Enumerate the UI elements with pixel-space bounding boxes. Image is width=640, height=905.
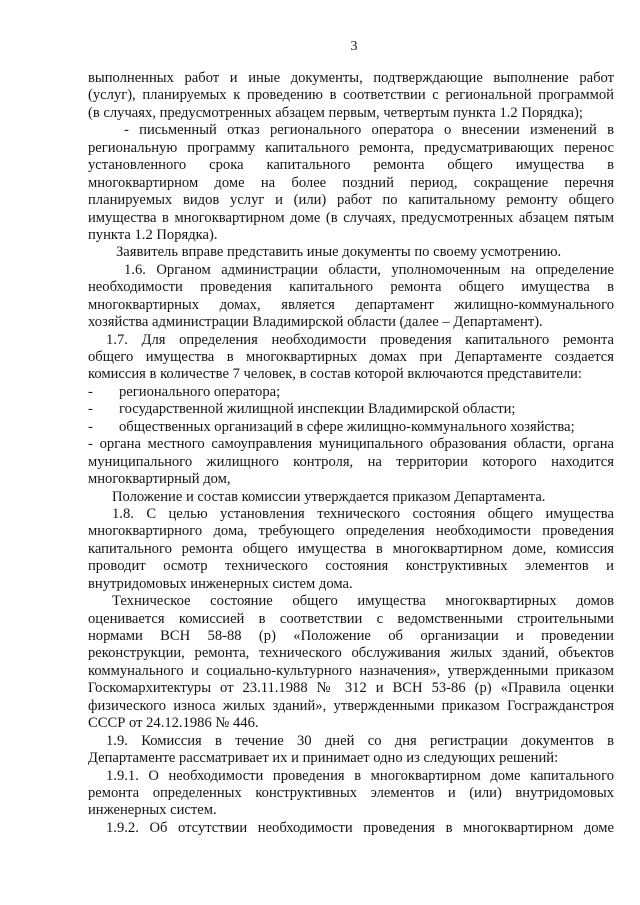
text-line: внутридомовых инженерных систем дома. <box>88 575 353 592</box>
text-line: Госкомархитектуры от 23.11.1988 № 312 и ВСН 53-86 (р) «Правила оценки <box>88 680 614 697</box>
paragraph-local-government <box>88 436 614 488</box>
text-line: 1.9.1. О необходимости проведения в многоквартирном доме капитального <box>106 767 614 784</box>
text-line: оценивается комиссией в соответствии с ведомственными строительными <box>88 610 614 627</box>
list-dash: - <box>88 401 93 418</box>
text-line: хозяйства администрации Владимирской области (далее – Департамент). <box>88 314 543 331</box>
paragraph-1-7 <box>88 332 614 384</box>
text-line: СССР от 24.12.1986 № 446. <box>88 715 259 732</box>
text-line: нормами ВСН 58-88 (р) «Положение об организации и проведении <box>88 628 614 644</box>
text-line: 1.9.2. Об отсутствии необходимости проведения в многоквартирном доме <box>106 819 614 836</box>
text-line: региональную программу капитального ремонта, предусматривающих перенос <box>88 139 614 156</box>
list-item-public-organizations <box>88 419 614 436</box>
text-line: Техническое состояние общего имущества многоквартирных домов <box>112 593 614 610</box>
text-line: необходимости проведения капитального ремонта общего имущества в <box>88 279 614 296</box>
text-line: - органа местного самоуправления муниципального образования области, органа <box>88 436 614 453</box>
text-line: Положение и состав комиссии утверждается приказом Департамента. <box>112 488 546 505</box>
text-line: планируемых видов услуг и (или) работ по капитальному ремонту общего <box>88 192 614 209</box>
paragraph-1-8 <box>88 506 614 593</box>
list-item-regional-operator <box>88 384 614 401</box>
paragraph-1-9-1 <box>88 768 614 820</box>
text-line: многоквартирном доме на более поздний период, сокращение перечня <box>88 174 614 191</box>
text-line: выполненных работ и иные документы, подтверждающие выполнение работ <box>88 70 614 86</box>
text-line: (в случаях, предусмотренных абзацем первым, четвертым пункта 1.2 Порядка); <box>88 104 583 121</box>
paragraph-continuation <box>88 70 614 122</box>
list-dash: - <box>88 418 93 435</box>
text-line: многоквартирный дом, <box>88 471 231 488</box>
text-line: реконструкции, ремонта, технического обслуживания жилых зданий, объектов <box>88 645 614 662</box>
text-line: Заявитель вправе представить иные документы по своему усмотрению. <box>116 244 562 261</box>
text-line: физического износа жилых зданий», утвержденными приказом Госгражданстроя <box>88 697 614 714</box>
text-line: капитального ремонта общего имущества в многоквартирном доме, комиссия <box>88 540 614 557</box>
text-line: 1.8. С целью установления технического состояния общего имущества <box>112 505 614 522</box>
text-line: 1.9. Комиссия в течение 30 дней со дня регистрации документов в <box>106 732 614 749</box>
list-dash: - <box>88 383 93 400</box>
text-line: пункта 1.2 Порядка). <box>88 226 218 243</box>
paragraph-1-9-2 <box>88 820 614 837</box>
text-line: многоквартирного дома, требующего определения необходимости проведения <box>88 523 614 540</box>
paragraph-applicant-right <box>88 244 614 261</box>
paragraph-1-6 <box>88 262 614 332</box>
text-line: (услуг), планируемых к проведению в соответствии с региональной программой <box>88 87 614 104</box>
text-line: муниципального жилищного контроля, на территории которого находится <box>88 453 614 470</box>
paragraph-technical-condition <box>88 593 614 733</box>
list-item-housing-inspection <box>88 401 614 418</box>
text-line: ремонта определенных конструктивных элементов и (или) внутридомовых <box>88 784 614 801</box>
paragraph-1-9 <box>88 733 614 768</box>
page-number: 3 <box>350 39 358 54</box>
text-line: общего имущества в многоквартирных домах при Департаменте создается <box>88 349 614 365</box>
list-item-text: государственной жилищной инспекции Владимирской области; <box>119 401 516 418</box>
text-line: 1.7. Для определения необходимости проведения капитального ремонта <box>106 331 614 348</box>
text-line: коммунального и социально-культурного назначения», утвержденными приказом <box>88 662 614 679</box>
text-line: проводит осмотр технического состояния конструктивных элементов и <box>88 558 614 575</box>
text-line: комиссия в количестве 7 человек, в состав которой включаются представители: <box>88 366 582 383</box>
text-line: установленного срока капитального ремонта общего имущества в <box>88 157 614 174</box>
text-line: Департаменте рассматривает их и принимает одно из следующих решений: <box>88 750 559 767</box>
text-line: 1.6. Органом администрации области, уполномоченным на определение <box>124 261 614 278</box>
list-item-text: общественных организаций в сфере жилищно-коммунального хозяйства; <box>119 418 575 435</box>
list-item-text: регионального оператора; <box>119 383 281 400</box>
text-line: инженерных систем. <box>88 802 217 819</box>
paragraph-written-refusal <box>88 122 614 244</box>
text-line: многоквартирных домах, является департамент жилищно-коммунального <box>88 296 614 313</box>
paragraph-commission-statute <box>88 489 614 506</box>
document-body <box>88 70 614 837</box>
text-line: имущества в многоквартирном доме (в случаях, предусмотренных абзацем пятым <box>88 209 614 226</box>
text-line: - письменный отказ регионального оператора о внесении изменений в <box>124 122 614 139</box>
